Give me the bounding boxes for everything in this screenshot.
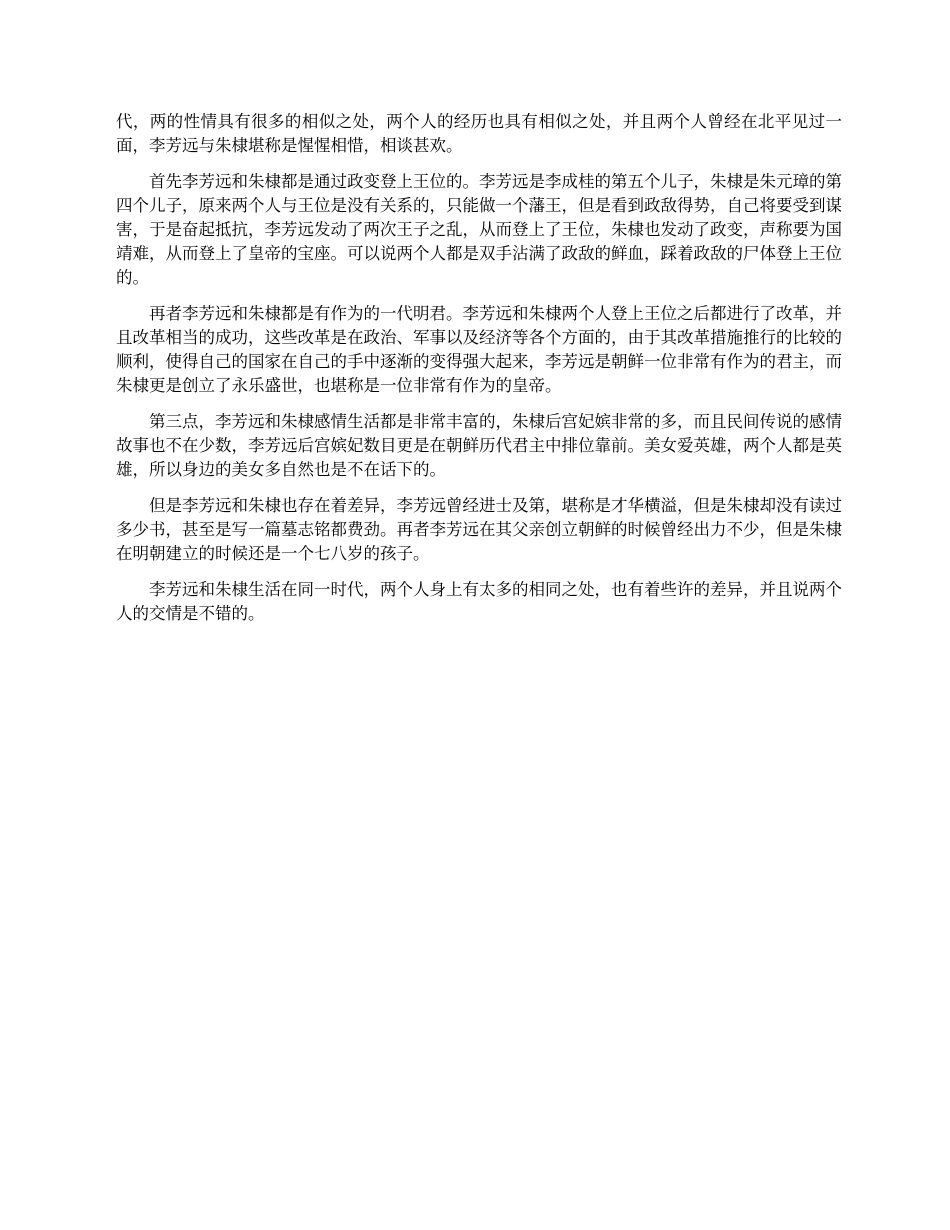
paragraph-1: 代，两的性情具有很多的相似之处，两个人的经历也具有相似之处，并且两个人曾经在北平见过一面，李芳远与朱棣堪称是惺惺相惜，相谈甚欢。 [116, 112, 842, 155]
paragraph-3: 再者李芳远和朱棣都是有作为的一代明君。李芳远和朱棣两个人登上王位之后都进行了改革，并且改革相当的成功，这些改革是在政治、军事以及经济等各个方面的，由于其改革措施推行的比较的顺利，使得自己的国家在自己的手中逐渐的变得强大起来，李芳远是朝鲜一位非常有作为的君主，而朱棣更是创立了永乐盛世，也堪称是一位非常有作为的皇帝。 [116, 304, 842, 395]
document-body [116, 110, 842, 638]
paragraph-2: 首先李芳远和朱棣都是通过政变登上王位的。李芳远是李成桂的第五个儿子，朱棣是朱元璋的第四个儿子，原来两个人与王位是没有关系的，只能做一个藩王，但是看到政敌得势，自己将要受到谋害，于是奋起抵抗，李芳远发动了两次王子之乱，从而登上了王位，朱棣也发动了政变，声称要为国靖难，从而登上了皇帝的宝座。可以说两个人都是双手沾满了政敌的鲜血，踩着政敌的尸体登上王位的。 [116, 172, 842, 287]
paragraph-5: 但是李芳远和朱棣也存在着差异，李芳远曾经进士及第，堪称是才华横溢，但是朱棣却没有读过多少书，甚至是写一篇墓志铭都费劲。再者李芳远在其父亲创立朝鲜的时候曾经出力不少，但是朱棣在明朝建立的时候还是一个七八岁的孩子。 [116, 496, 842, 563]
paragraph-4: 第三点，李芳远和朱棣感情生活都是非常丰富的，朱棣后宫妃嫔非常的多，而且民间传说的感情故事也不在少数，李芳远后宫嫔妃数目更是在朝鲜历代君主中排位靠前。美女爱英雄，两个人都是英雄，所以身边的美女多自然也是不在话下的。 [116, 412, 842, 479]
paragraph-6: 李芳远和朱棣生活在同一时代，两个人身上有太多的相同之处，也有着些许的差异，并且说两个人的交情是不错的。 [116, 580, 842, 623]
